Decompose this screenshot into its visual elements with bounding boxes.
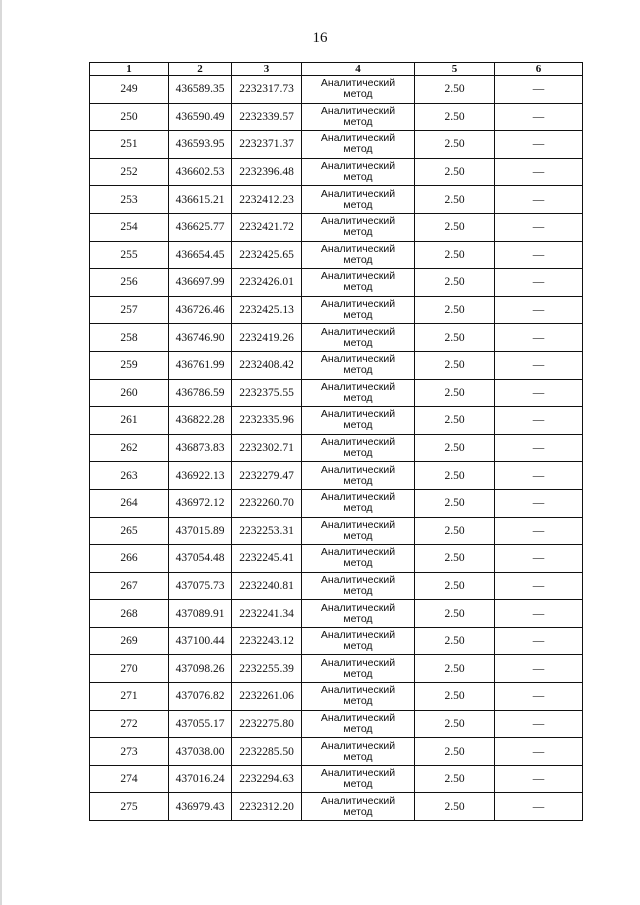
method-cell: [302, 517, 415, 545]
method-line-2: метод: [343, 253, 373, 266]
coordinate-x: 437054.48: [169, 545, 232, 573]
table-row: [90, 517, 583, 545]
error-value: 2.50: [415, 627, 495, 655]
coordinate-y: 2232261.06: [232, 683, 302, 711]
table-row: [90, 545, 583, 573]
method-line-2: метод: [343, 419, 373, 432]
table-row: [90, 131, 583, 159]
point-number: 258: [90, 324, 169, 352]
method-line-1: Аналитический: [320, 629, 396, 642]
coordinate-y: 2232408.42: [232, 351, 302, 379]
error-value: 2.50: [415, 103, 495, 131]
coordinate-x: 436786.59: [169, 379, 232, 407]
method-cell: [302, 738, 415, 766]
column-header: 5: [415, 63, 495, 76]
coordinate-x: 437076.82: [169, 683, 232, 711]
table-row: [90, 627, 583, 655]
method-cell: [302, 269, 415, 297]
method-cell: [302, 710, 415, 738]
coordinate-y: 2232335.96: [232, 407, 302, 435]
method-line-2: метод: [343, 529, 373, 542]
method-line-2: метод: [343, 612, 373, 625]
point-number: 256: [90, 269, 169, 297]
method-line-2: метод: [343, 309, 373, 322]
method-cell: [302, 213, 415, 241]
table-row: [90, 710, 583, 738]
coordinate-y: 2232260.70: [232, 489, 302, 517]
method-line-2: метод: [343, 667, 373, 680]
point-number: 274: [90, 765, 169, 793]
point-number: 249: [90, 76, 169, 104]
dash-cell: —: [495, 296, 583, 324]
error-value: 2.50: [415, 324, 495, 352]
method-cell: [302, 186, 415, 214]
page-number: 16: [312, 30, 328, 46]
table-header-row: [90, 63, 583, 76]
coordinate-y: 2232240.81: [232, 572, 302, 600]
table-row: [90, 76, 583, 104]
method-line-1: Аналитический: [320, 325, 396, 338]
dash-cell: —: [495, 710, 583, 738]
coordinate-x: 436593.95: [169, 131, 232, 159]
table-row: [90, 186, 583, 214]
table-row: [90, 379, 583, 407]
coordinate-y: 2232285.50: [232, 738, 302, 766]
method-line-2: метод: [343, 750, 373, 763]
method-line-1: Аналитический: [320, 215, 396, 228]
dash-cell: —: [495, 379, 583, 407]
method-line-1: Аналитический: [320, 104, 396, 117]
coordinate-x: 436746.90: [169, 324, 232, 352]
method-cell: [302, 324, 415, 352]
method-cell: [302, 793, 415, 821]
method-cell: [302, 462, 415, 490]
method-line-2: метод: [343, 198, 373, 211]
coordinate-x: 436979.43: [169, 793, 232, 821]
method-line-2: метод: [343, 557, 373, 570]
error-value: 2.50: [415, 434, 495, 462]
column-header: 6: [495, 63, 583, 76]
method-line-1: Аналитический: [320, 270, 396, 283]
dash-cell: —: [495, 241, 583, 269]
coordinate-x: 436589.35: [169, 76, 232, 104]
method-line-1: Аналитический: [320, 436, 396, 449]
method-line-2: метод: [343, 447, 373, 460]
coordinate-y: 2232375.55: [232, 379, 302, 407]
method-line-1: Аналитический: [320, 684, 396, 697]
dash-cell: —: [495, 655, 583, 683]
error-value: 2.50: [415, 186, 495, 214]
method-line-2: метод: [343, 805, 373, 818]
method-line-1: Аналитический: [320, 573, 396, 586]
error-value: 2.50: [415, 379, 495, 407]
method-line-2: метод: [343, 584, 373, 597]
method-line-2: метод: [343, 364, 373, 377]
method-line-1: Аналитический: [320, 518, 396, 531]
error-value: 2.50: [415, 407, 495, 435]
error-value: 2.50: [415, 765, 495, 793]
method-line-2: метод: [343, 171, 373, 184]
dash-cell: —: [495, 683, 583, 711]
scan-edge: [0, 0, 2, 905]
error-value: 2.50: [415, 572, 495, 600]
dash-cell: —: [495, 600, 583, 628]
coordinate-x: 436873.83: [169, 434, 232, 462]
table-row: [90, 462, 583, 490]
method-line-1: Аналитический: [320, 408, 396, 421]
point-number: 266: [90, 545, 169, 573]
coordinate-y: 2232294.63: [232, 765, 302, 793]
method-cell: [302, 296, 415, 324]
error-value: 2.50: [415, 462, 495, 490]
error-value: 2.50: [415, 489, 495, 517]
dash-cell: —: [495, 407, 583, 435]
coordinate-y: 2232243.12: [232, 627, 302, 655]
method-cell: [302, 351, 415, 379]
dash-cell: —: [495, 793, 583, 821]
coordinate-x: 437016.24: [169, 765, 232, 793]
method-line-1: Аналитический: [320, 794, 396, 807]
point-number: 252: [90, 158, 169, 186]
point-number: 253: [90, 186, 169, 214]
table-row: [90, 407, 583, 435]
point-number: 260: [90, 379, 169, 407]
coordinate-x: 437100.44: [169, 627, 232, 655]
method-cell: [302, 572, 415, 600]
method-line-2: метод: [343, 722, 373, 735]
method-line-1: Аналитический: [320, 656, 396, 669]
error-value: 2.50: [415, 655, 495, 683]
table-row: [90, 434, 583, 462]
method-line-2: метод: [343, 640, 373, 653]
point-number: 251: [90, 131, 169, 159]
dash-cell: —: [495, 434, 583, 462]
error-value: 2.50: [415, 545, 495, 573]
coordinate-y: 2232253.31: [232, 517, 302, 545]
method-line-1: Аналитический: [320, 298, 396, 311]
point-number: 268: [90, 600, 169, 628]
error-value: 2.50: [415, 76, 495, 104]
method-line-1: Аналитический: [320, 187, 396, 200]
table-row: [90, 655, 583, 683]
dash-cell: —: [495, 765, 583, 793]
point-number: 271: [90, 683, 169, 711]
coordinate-x: 436922.13: [169, 462, 232, 490]
coordinate-x: 436822.28: [169, 407, 232, 435]
coordinate-y: 2232339.57: [232, 103, 302, 131]
method-cell: [302, 683, 415, 711]
coordinate-x: 436726.46: [169, 296, 232, 324]
coordinate-y: 2232426.01: [232, 269, 302, 297]
error-value: 2.50: [415, 351, 495, 379]
column-header: 3: [232, 63, 302, 76]
method-line-2: метод: [343, 88, 373, 101]
point-number: 264: [90, 489, 169, 517]
method-line-1: Аналитический: [320, 767, 396, 780]
coordinate-x: 436602.53: [169, 158, 232, 186]
point-number: 250: [90, 103, 169, 131]
coordinate-y: 2232312.20: [232, 793, 302, 821]
method-line-1: Аналитический: [320, 242, 396, 255]
error-value: 2.50: [415, 517, 495, 545]
column-header: 1: [90, 63, 169, 76]
table-row: [90, 158, 583, 186]
error-value: 2.50: [415, 296, 495, 324]
method-line-2: метод: [343, 115, 373, 128]
method-cell: [302, 545, 415, 573]
coordinate-y: 2232317.73: [232, 76, 302, 104]
method-line-2: метод: [343, 391, 373, 404]
coordinate-x: 437038.00: [169, 738, 232, 766]
dash-cell: —: [495, 213, 583, 241]
coordinate-y: 2232279.47: [232, 462, 302, 490]
coordinate-x: 436972.12: [169, 489, 232, 517]
coordinate-y: 2232302.71: [232, 434, 302, 462]
method-cell: [302, 627, 415, 655]
dash-cell: —: [495, 462, 583, 490]
error-value: 2.50: [415, 158, 495, 186]
table-row: [90, 600, 583, 628]
method-line-1: Аналитический: [320, 380, 396, 393]
method-line-1: Аналитический: [320, 160, 396, 173]
coordinate-x: 437089.91: [169, 600, 232, 628]
dash-cell: —: [495, 131, 583, 159]
coordinate-y: 2232412.23: [232, 186, 302, 214]
error-value: 2.50: [415, 241, 495, 269]
method-cell: [302, 655, 415, 683]
error-value: 2.50: [415, 213, 495, 241]
error-value: 2.50: [415, 269, 495, 297]
point-number: 272: [90, 710, 169, 738]
coordinate-x: 436761.99: [169, 351, 232, 379]
dash-cell: —: [495, 324, 583, 352]
coordinate-x: 436625.77: [169, 213, 232, 241]
method-cell: [302, 241, 415, 269]
method-cell: [302, 489, 415, 517]
method-line-1: Аналитический: [320, 77, 396, 90]
table-row: [90, 765, 583, 793]
dash-cell: —: [495, 572, 583, 600]
error-value: 2.50: [415, 600, 495, 628]
method-cell: [302, 103, 415, 131]
table-row: [90, 489, 583, 517]
dash-cell: —: [495, 76, 583, 104]
point-number: 275: [90, 793, 169, 821]
error-value: 2.50: [415, 793, 495, 821]
point-number: 259: [90, 351, 169, 379]
coordinate-y: 2232425.65: [232, 241, 302, 269]
point-number: 255: [90, 241, 169, 269]
table-body: [90, 76, 583, 821]
point-number: 262: [90, 434, 169, 462]
dash-cell: —: [495, 545, 583, 573]
method-cell: [302, 600, 415, 628]
point-number: 265: [90, 517, 169, 545]
table-row: [90, 103, 583, 131]
table-row: [90, 296, 583, 324]
method-line-2: метод: [343, 143, 373, 156]
coordinate-y: 2232419.26: [232, 324, 302, 352]
error-value: 2.50: [415, 710, 495, 738]
coordinates-table: [89, 62, 583, 821]
point-number: 269: [90, 627, 169, 655]
coordinate-x: 436590.49: [169, 103, 232, 131]
method-line-1: Аналитический: [320, 353, 396, 366]
table-row: [90, 738, 583, 766]
dash-cell: —: [495, 351, 583, 379]
coordinate-y: 2232421.72: [232, 213, 302, 241]
coordinate-y: 2232241.34: [232, 600, 302, 628]
method-line-2: метод: [343, 474, 373, 487]
method-line-2: метод: [343, 502, 373, 515]
method-line-2: метод: [343, 226, 373, 239]
dash-cell: —: [495, 158, 583, 186]
method-cell: [302, 158, 415, 186]
error-value: 2.50: [415, 738, 495, 766]
point-number: 270: [90, 655, 169, 683]
table-row: [90, 683, 583, 711]
dash-cell: —: [495, 738, 583, 766]
column-header: 4: [302, 63, 415, 76]
method-cell: [302, 76, 415, 104]
column-header: 2: [169, 63, 232, 76]
dash-cell: —: [495, 489, 583, 517]
coordinate-x: 437055.17: [169, 710, 232, 738]
table-row: [90, 241, 583, 269]
method-line-2: метод: [343, 695, 373, 708]
method-line-2: метод: [343, 778, 373, 791]
dash-cell: —: [495, 517, 583, 545]
coordinate-x: 437075.73: [169, 572, 232, 600]
coordinate-y: 2232396.48: [232, 158, 302, 186]
point-number: 254: [90, 213, 169, 241]
coordinate-y: 2232245.41: [232, 545, 302, 573]
table-row: [90, 793, 583, 821]
coordinate-y: 2232425.13: [232, 296, 302, 324]
method-line-1: Аналитический: [320, 546, 396, 559]
method-line-2: метод: [343, 336, 373, 349]
coordinate-y: 2232255.39: [232, 655, 302, 683]
method-cell: [302, 765, 415, 793]
table-row: [90, 351, 583, 379]
point-number: 267: [90, 572, 169, 600]
method-cell: [302, 131, 415, 159]
dash-cell: —: [495, 627, 583, 655]
coordinate-x: 436615.21: [169, 186, 232, 214]
table-row: [90, 269, 583, 297]
error-value: 2.50: [415, 683, 495, 711]
method-line-2: метод: [343, 281, 373, 294]
dash-cell: —: [495, 186, 583, 214]
coordinate-x: 437015.89: [169, 517, 232, 545]
coordinate-x: 436697.99: [169, 269, 232, 297]
coordinate-x: 436654.45: [169, 241, 232, 269]
point-number: 273: [90, 738, 169, 766]
dash-cell: —: [495, 103, 583, 131]
method-cell: [302, 434, 415, 462]
method-line-1: Аналитический: [320, 601, 396, 614]
point-number: 261: [90, 407, 169, 435]
table-row: [90, 213, 583, 241]
method-cell: [302, 379, 415, 407]
table-row: [90, 572, 583, 600]
table-row: [90, 324, 583, 352]
coordinate-y: 2232371.37: [232, 131, 302, 159]
method-line-1: Аналитический: [320, 463, 396, 476]
coordinate-x: 437098.26: [169, 655, 232, 683]
point-number: 263: [90, 462, 169, 490]
coordinate-y: 2232275.80: [232, 710, 302, 738]
method-line-1: Аналитический: [320, 491, 396, 504]
point-number: 257: [90, 296, 169, 324]
error-value: 2.50: [415, 131, 495, 159]
dash-cell: —: [495, 269, 583, 297]
method-line-1: Аналитический: [320, 739, 396, 752]
method-cell: [302, 407, 415, 435]
method-line-1: Аналитический: [320, 132, 396, 145]
method-line-1: Аналитический: [320, 711, 396, 724]
